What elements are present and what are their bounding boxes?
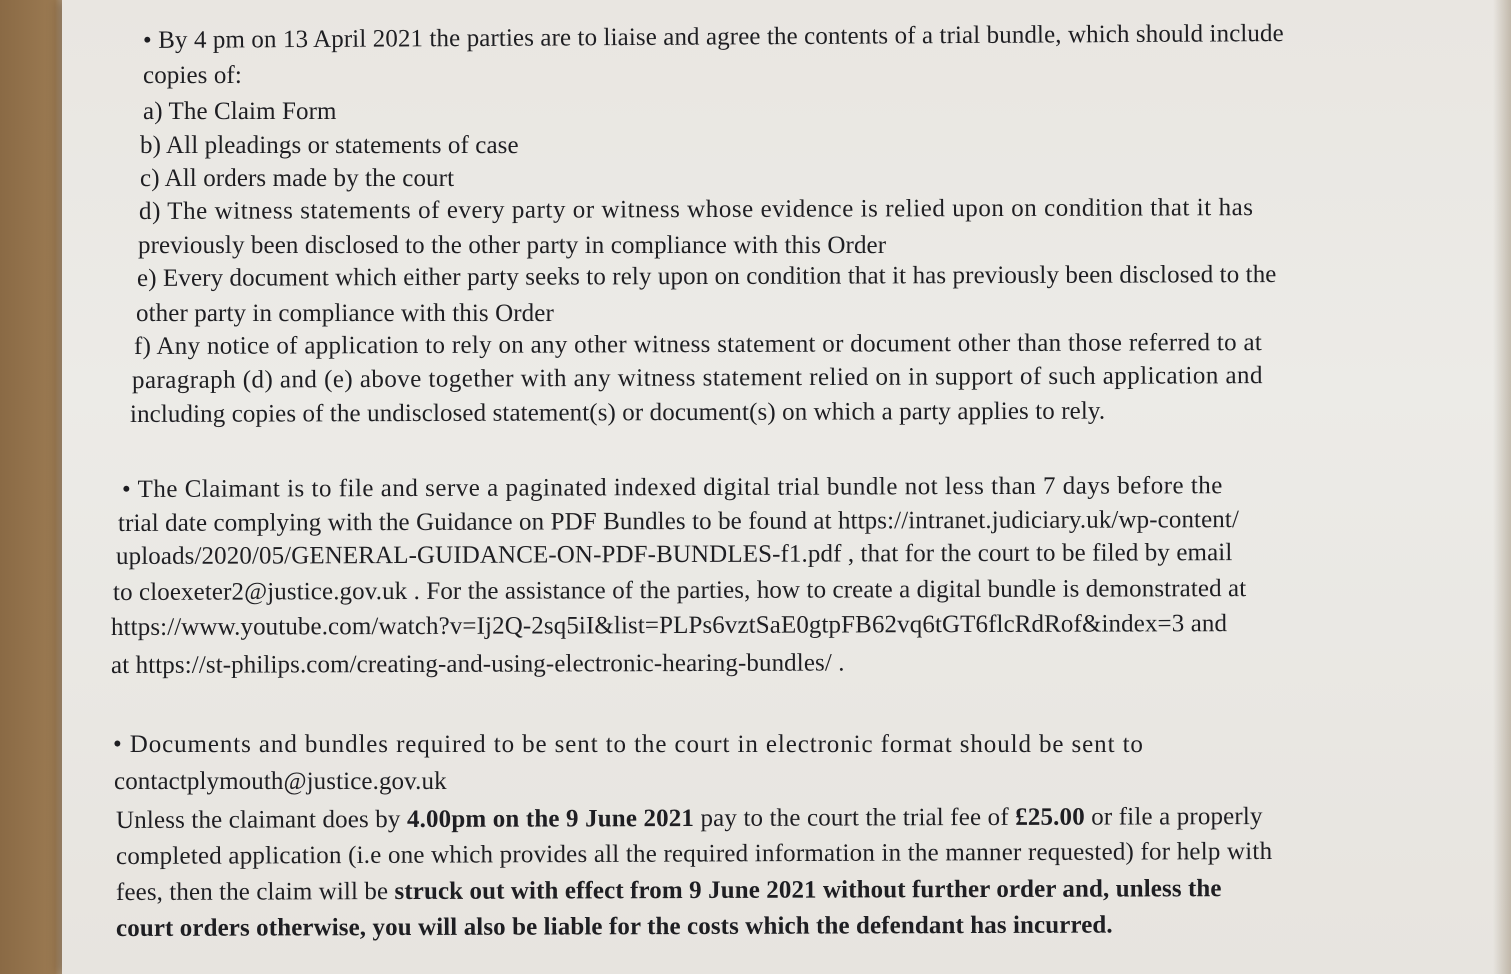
deadline-bold: 4.00pm on the 9 June 2021: [406, 804, 695, 833]
section1-item-c: c) All orders made by the court: [140, 165, 455, 192]
section1-item-e-line1: e) Every document which either party seeks to rely upon on condition that it has previously been disclosed to the: [136, 261, 1277, 292]
section1-item-f-line1: f) Any notice of application to rely on any other witness statement or document other than those referred to at: [133, 329, 1263, 360]
section2-line3: uploads/2020/05/GENERAL-GUIDANCE-ON-PDF-BUNDLES-f1.pdf , that for the court to be filed by email: [115, 539, 1233, 570]
section2-line5: https://www.youtube.com/watch?v=Ij2Q-2sq5iI&list=PLPs6vztSaE0gtpFB62vq6tGT6flcRdRof&index=3 and: [110, 610, 1228, 641]
section1-line2: copies of:: [143, 62, 242, 89]
section2-line4: to cloexeter2@justice.gov.uk . For the assistance of the parties, how to create a digital bundle is demonstrated at: [112, 575, 1247, 606]
section3-line4: completed application (i.e one which provides all the required information in the manner requested) for help with: [115, 837, 1273, 870]
trial-fee-bold: £25.00: [1015, 803, 1085, 831]
section3-line3-text-a: Unless the claimant does by: [115, 805, 407, 834]
section3-line5-text-a: fees, then the claim will be: [115, 878, 395, 906]
section1-item-f-line2: paragraph (d) and (e) above together with any witness statement relied on in support of such application and: [131, 362, 1263, 394]
section3-line3-text-c: pay to the court the trial fee of: [694, 803, 1016, 832]
section3-line3-text-e: or file a properly: [1084, 802, 1263, 831]
strike-out-warning-bold: struck out with effect from 9 June 2021 without further order and, unless the: [394, 875, 1222, 906]
section1-item-a: a) The Claim Form: [143, 98, 337, 125]
section3-line3: [116, 802, 1263, 836]
section2-line6: at https://st-philips.com/creating-and-using-electronic-hearing-bundles/ .: [110, 649, 845, 679]
section1-line1: • By 4 pm on 13 April 2021 the parties are to liaise and agree the contents of a trial bundle, which should include: [142, 20, 1284, 54]
section1-item-d-line1: d) The witness statements of every party or witness whose evidence is relied upon on condition that it has: [138, 194, 1254, 225]
section3-line2: contactplymouth@justice.gov.uk: [114, 768, 447, 795]
section2-line1: • The Claimant is to file and serve a paginated indexed digital trial bundle not less than 7 days before the: [121, 472, 1223, 503]
section2-line2: trial date complying with the Guidance on PDF Bundles to be found at https://intranet.judiciary.uk/wp-content/: [117, 506, 1240, 537]
section3-line1: • Documents and bundles required to be sent to the court in electronic format should be sent to: [113, 731, 1144, 758]
section3-line6: court orders otherwise, you will also be liable for the costs which the defendant has incurred.: [115, 911, 1113, 942]
section1-item-e-line2: other party in compliance with this Order: [136, 300, 554, 327]
section1-item-f-line3: including copies of the undisclosed statement(s) or document(s) on which a party applies to rely.: [129, 397, 1106, 428]
section1-item-b: b) All pleadings or statements of case: [140, 132, 519, 159]
section3-line5: [116, 874, 1222, 908]
section1-item-d-line2: previously been disclosed to the other party in compliance with this Order: [138, 232, 887, 259]
